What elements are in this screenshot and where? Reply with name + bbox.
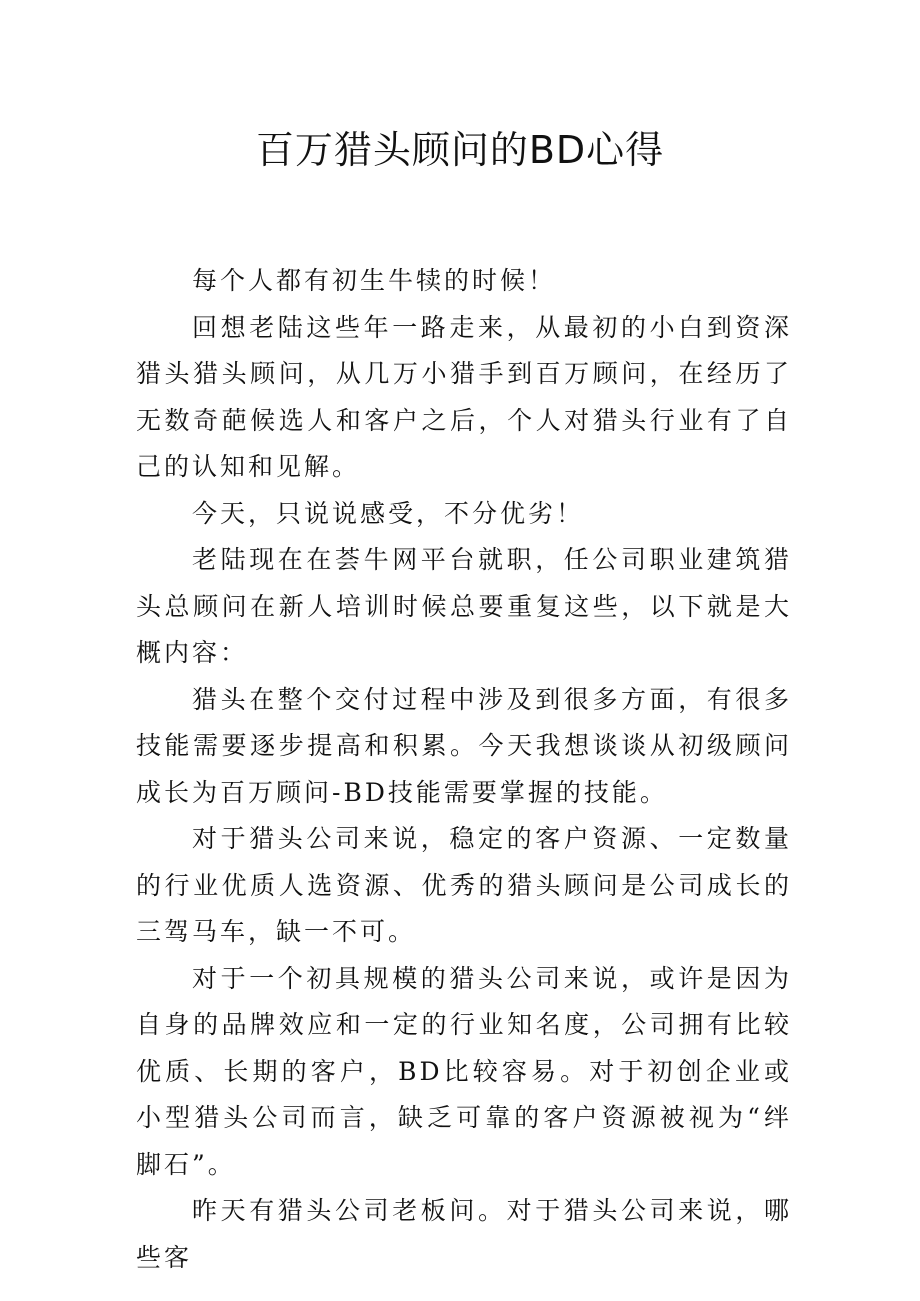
paragraph: 猎头在整个交付过程中涉及到很多方面，有很多技能需要逐步提高和积累。今天我想谈谈从初级顾问成长为百万顾问-BD技能需要掌握的技能。 bbox=[136, 684, 792, 807]
paragraph: 今天，只说说感受，不分优劣！ bbox=[192, 498, 585, 528]
paragraph: 对于猎头公司来说，稳定的客户资源、一定数量的行业优质人选资源、优秀的猎头顾问是公司成长的三驾马车，缺一不可。 bbox=[136, 824, 792, 946]
paragraph: 回想老陆这些年一路走来，从最初的小白到资深猎头猎头顾问，从几万小猎手到百万顾问，在经历了无数奇葩候选人和客户之后，个人对猎头行业有了自己的认知和见解。 bbox=[136, 312, 792, 481]
document-body bbox=[136, 258, 792, 1281]
document-title: 百万猎头顾问的BD心得 bbox=[255, 128, 665, 172]
paragraph: 昨天有猎头公司老板问。对于猎头公司来说，哪些客 bbox=[136, 1196, 792, 1272]
paragraph: 每个人都有初生牛犊的时候！ bbox=[192, 266, 557, 295]
paragraph: 对于一个初具规模的猎头公司来说，或许是因为自身的品牌效应和一定的行业知名度，公司拥有比较优质、长期的客户，BD比较容易。对于初创企业或小型猎头公司而言，缺乏可靠的客户资源被视为“绊脚石”。 bbox=[136, 963, 792, 1179]
paragraph: 老陆现在在荟牛网平台就职，任公司职业建筑猎头总顾问在新人培训时候总要重复这些，以下就是大概内容： bbox=[136, 545, 792, 667]
